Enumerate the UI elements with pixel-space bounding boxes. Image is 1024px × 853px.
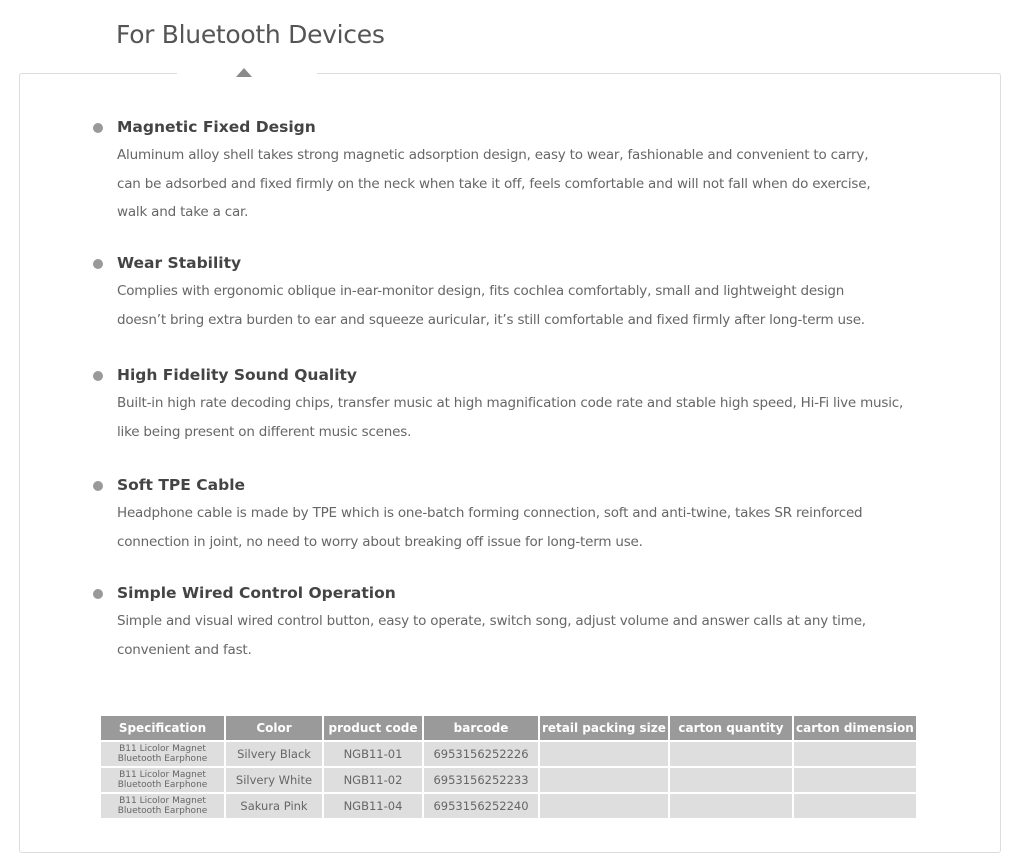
feature-line: like being present on different music scenes.: [117, 423, 412, 440]
bullet-icon: [93, 589, 103, 599]
spec-line: B11 Licolor Magnet: [119, 770, 206, 780]
caret-up-icon: [236, 68, 252, 77]
feature-line: Headphone cable is made by TPE which is one-batch forming connection, soft and anti-twine, takes SR reinforced: [117, 505, 863, 521]
bullet-icon: [93, 259, 103, 269]
cell-color: Silvery White: [226, 768, 322, 794]
spec-line: B11 Licolor Magnet: [119, 796, 206, 806]
feature-line: Aluminum alloy shell takes strong magnetic adsorption design, easy to wear, fashionable and convenient to carry,: [117, 147, 869, 163]
bullet-icon: [93, 123, 103, 133]
cell-barcode: 6953156252233: [424, 768, 538, 794]
cell-specification: [101, 742, 224, 768]
feature-description: [117, 607, 967, 664]
cell-carton-quantity: [670, 742, 792, 768]
spec-line: Bluetooth Earphone: [117, 754, 208, 764]
cell-retail-packing-size: [540, 742, 668, 768]
cell-barcode: 6953156252226: [424, 742, 538, 768]
header-barcode: barcode: [424, 716, 538, 742]
spec-line: Bluetooth Earphone: [117, 780, 208, 790]
spec-line: Bluetooth Earphone: [117, 806, 208, 816]
header-color: Color: [226, 716, 322, 742]
feature-line: connection in joint, no need to worry about breaking off issue for long-term use.: [117, 533, 643, 550]
cell-carton-dimension: [794, 794, 916, 820]
bullet-icon: [93, 371, 103, 381]
feature-title: Magnetic Fixed Design: [117, 118, 316, 136]
cell-carton-dimension: [794, 768, 916, 794]
feature-line: doesn’t bring extra burden to ear and squeeze auricular, it’s still comfortable and fixed firmly after long-term use.: [117, 311, 865, 328]
table-row: [101, 768, 916, 794]
cell-product-code: NGB11-04: [324, 794, 422, 820]
cell-retail-packing-size: [540, 768, 668, 794]
page-title: For Bluetooth Devices: [116, 20, 385, 49]
feature-description: [117, 277, 967, 334]
feature-line: can be adsorbed and fixed firmly on the neck when take it off, feels comfortable and will not fall when do exercise,: [117, 175, 871, 192]
spec-line: B11 Licolor Magnet: [119, 744, 206, 754]
cell-retail-packing-size: [540, 794, 668, 820]
feature-description: [117, 499, 967, 556]
table-header-row: [101, 716, 916, 742]
feature-title: Simple Wired Control Operation: [117, 584, 396, 602]
header-product-code: product code: [324, 716, 422, 742]
cell-product-code: NGB11-02: [324, 768, 422, 794]
cell-carton-quantity: [670, 768, 792, 794]
cell-specification: [101, 794, 224, 820]
feature-line: convenient and fast.: [117, 641, 252, 658]
feature-title: High Fidelity Sound Quality: [117, 366, 358, 384]
cell-product-code: NGB11-01: [324, 742, 422, 768]
feature-title: Wear Stability: [117, 254, 242, 272]
feature-line: walk and take a car.: [117, 204, 249, 220]
cell-carton-quantity: [670, 794, 792, 820]
feature-title: Soft TPE Cable: [117, 476, 246, 494]
feature-description: [117, 389, 967, 446]
table-row: [101, 794, 916, 820]
header-retail-packing-size: retail packing size: [540, 716, 668, 742]
feature-line: Simple and visual wired control button, easy to operate, switch song, adjust volume and answer calls at any time,: [117, 613, 866, 629]
header-carton-dimension: carton dimension: [794, 716, 916, 742]
cell-color: Silvery Black: [226, 742, 322, 768]
cell-barcode: 6953156252240: [424, 794, 538, 820]
feature-line: Complies with ergonomic oblique in-ear-monitor design, fits cochlea comfortably, small and lightweight design: [117, 283, 845, 299]
cell-color: Sakura Pink: [226, 794, 322, 820]
feature-description: [117, 141, 967, 227]
spec-table: [99, 716, 918, 820]
cell-specification: [101, 768, 224, 794]
cell-carton-dimension: [794, 742, 916, 768]
feature-line: Built-in high rate decoding chips, transfer music at high magnification code rate and stable high speed, Hi-Fi live music,: [117, 395, 904, 411]
header-specification: Specification: [101, 716, 224, 742]
header-carton-quantity: carton quantity: [670, 716, 792, 742]
bullet-icon: [93, 481, 103, 491]
table-row: [101, 742, 916, 768]
